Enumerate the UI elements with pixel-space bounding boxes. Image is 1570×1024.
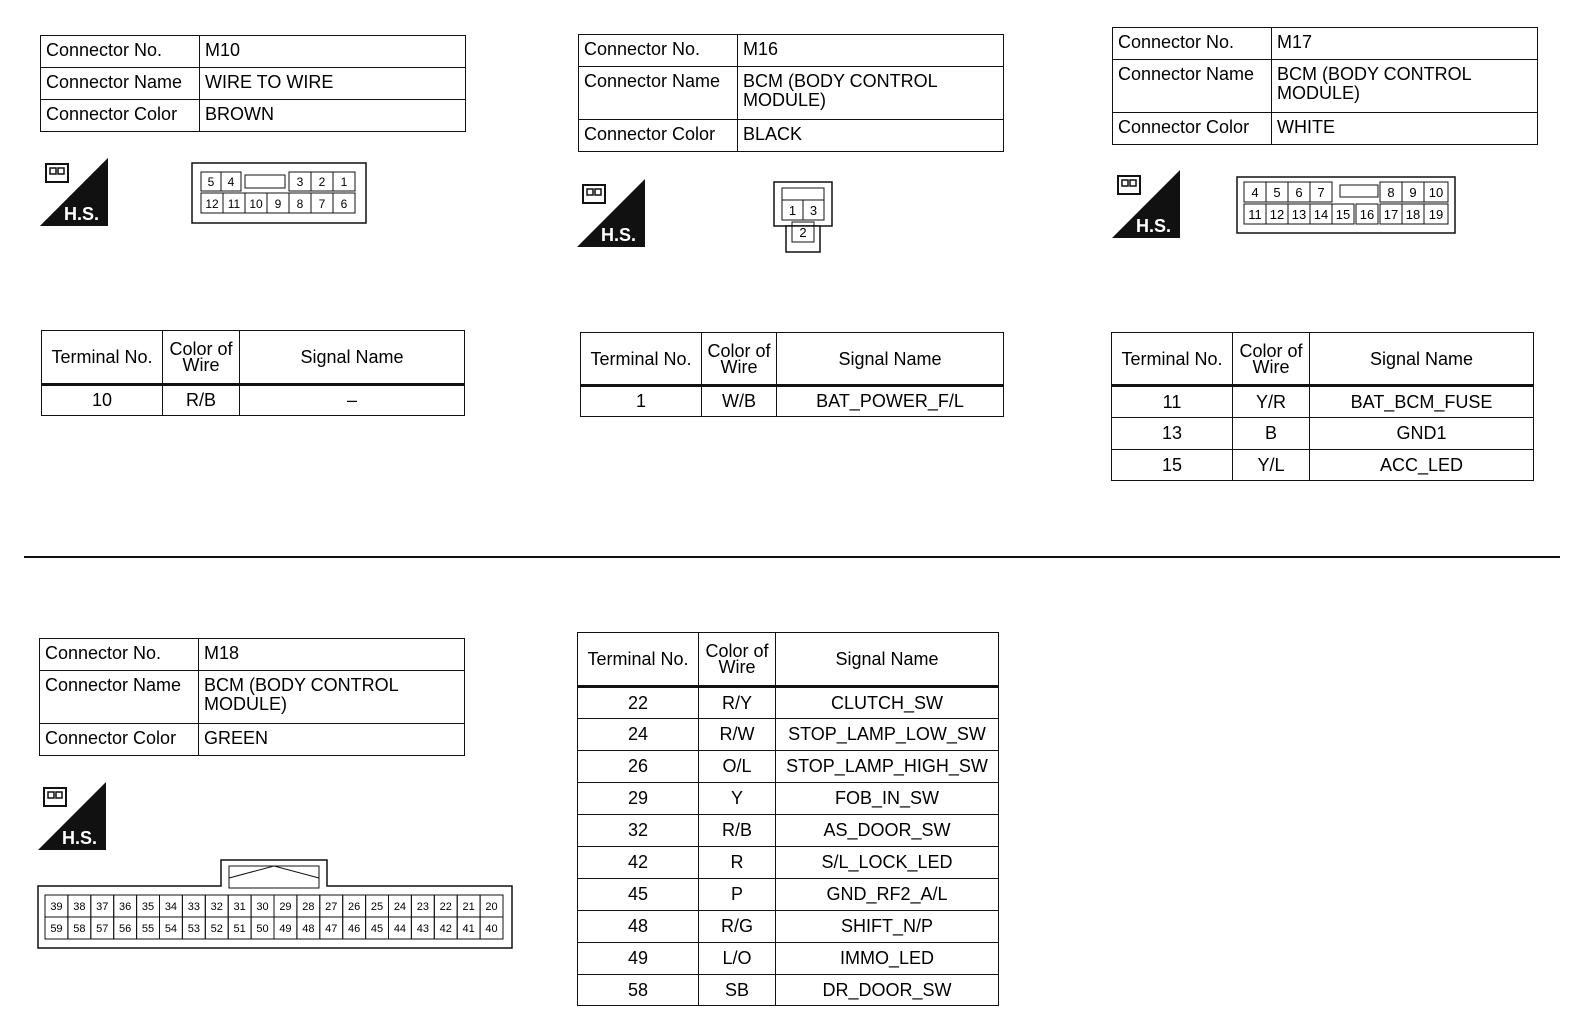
terminal-no-cell: 10 (42, 385, 163, 416)
pin: 22 (439, 901, 452, 913)
pin: 51 (233, 923, 246, 935)
pin: 57 (96, 923, 109, 935)
terminal-no-cell: 26 (578, 751, 699, 783)
signal-name-cell: IMMO_LED (776, 943, 999, 975)
pin: 35 (141, 901, 155, 913)
terminal-no-cell: 45 (578, 879, 699, 911)
pin: 16 (1359, 207, 1375, 222)
terminal-table-m10 (41, 330, 465, 416)
signal-name-cell: BAT_POWER_F/L (777, 386, 1004, 417)
signal-name-cell: ACC_LED (1310, 450, 1534, 481)
signal-name-cell: FOB_IN_SW (776, 783, 999, 815)
harness-side-icon (40, 158, 108, 226)
pin: 21 (462, 901, 475, 913)
signal-name-cell: SHIFT_N/P (776, 911, 999, 943)
pin: 29 (279, 901, 292, 913)
pin: 49 (279, 923, 292, 935)
hs-label: H.S. (62, 828, 98, 848)
header-color-of-wire: Color of Wire (699, 633, 776, 687)
signal-name-cell: STOP_LAMP_LOW_SW (776, 719, 999, 751)
header-color-of-wire: Color of Wire (702, 333, 777, 386)
harness-side-icon (38, 782, 106, 850)
terminal-no-cell: 48 (578, 911, 699, 943)
pin: 18 (1405, 207, 1421, 222)
pin: 13 (1291, 207, 1307, 222)
connector-face-m18 (37, 858, 513, 950)
pin: 8 (296, 197, 304, 211)
pin: 59 (50, 923, 63, 935)
pin: 26 (348, 901, 361, 913)
label-connector-color: Connector Color (40, 724, 199, 756)
terminal-no-cell: 22 (578, 687, 699, 719)
pin: 39 (50, 901, 63, 913)
pin: 31 (233, 901, 246, 913)
pin: 9 (274, 197, 282, 211)
hs-label: H.S. (64, 204, 100, 224)
pin: 10 (249, 197, 263, 211)
pin: 12 (205, 197, 219, 211)
terminal-no-cell: 15 (1112, 450, 1233, 481)
header-terminal-no: Terminal No. (1112, 333, 1233, 386)
terminal-no-cell: 42 (578, 847, 699, 879)
pin: 25 (370, 901, 384, 913)
terminal-no-cell: 58 (578, 975, 699, 1006)
pin: 37 (96, 901, 109, 913)
wire-color-cell: R/Y (699, 687, 776, 719)
wire-color-cell: Y/L (1233, 450, 1310, 481)
connector-face-m17 (1236, 176, 1456, 234)
pin: 32 (210, 901, 223, 913)
pin: 42 (439, 923, 452, 935)
header-signal-name: Signal Name (776, 633, 999, 687)
terminal-no-cell: 1 (581, 386, 702, 417)
wire-color-cell: R/B (163, 385, 240, 416)
pin: 7 (1317, 185, 1325, 200)
pin: 30 (256, 901, 269, 913)
pin: 38 (73, 901, 86, 913)
pin: 52 (210, 923, 223, 935)
wire-color-cell: R/W (699, 719, 776, 751)
label-connector-name: Connector Name (41, 68, 200, 100)
label-connector-no: Connector No. (1113, 28, 1272, 60)
label-connector-no: Connector No. (40, 639, 199, 671)
header-terminal-no: Terminal No. (42, 331, 163, 385)
terminal-no-cell: 13 (1112, 418, 1233, 450)
label-connector-name: Connector Name (579, 67, 738, 120)
header-signal-name: Signal Name (777, 333, 1004, 386)
pin: 47 (325, 923, 338, 935)
pin: 11 (1248, 207, 1262, 222)
pin: 2 (799, 225, 807, 240)
signal-name-cell: STOP_LAMP_HIGH_SW (776, 751, 999, 783)
pin: 14 (1313, 207, 1329, 222)
label-connector-color: Connector Color (1113, 113, 1272, 145)
pin: 7 (318, 197, 326, 211)
pin: 5 (207, 175, 215, 189)
pin: 12 (1269, 207, 1285, 222)
pin: 34 (164, 901, 178, 913)
pin: 53 (187, 923, 200, 935)
connector-color-value: WHITE (1272, 113, 1538, 145)
pin: 15 (1335, 207, 1351, 222)
terminal-table-m18 (577, 632, 999, 1006)
pin: 43 (416, 923, 429, 935)
pin: 54 (164, 923, 178, 935)
pin: 41 (462, 923, 475, 935)
pin: 20 (485, 901, 498, 913)
signal-name-cell: CLUTCH_SW (776, 687, 999, 719)
header-terminal-no: Terminal No. (578, 633, 699, 687)
label-connector-name: Connector Name (40, 671, 199, 724)
connector-face-m16 (772, 180, 834, 254)
pin: 55 (141, 923, 155, 935)
header-color-of-wire: Color of Wire (1233, 333, 1310, 386)
pin: 1 (340, 175, 348, 189)
pin: 2 (318, 175, 326, 189)
terminal-no-cell: 11 (1112, 386, 1233, 418)
hs-label: H.S. (1136, 216, 1172, 236)
connector-name-value: WIRE TO WIRE (200, 68, 466, 100)
pin: 48 (302, 923, 315, 935)
terminal-table-m16 (580, 332, 1004, 417)
pin: 36 (119, 901, 132, 913)
connector-info-table-m18 (39, 638, 465, 756)
header-color-of-wire: Color of Wire (163, 331, 240, 385)
pin: 56 (119, 923, 132, 935)
connector-name-value: BCM (BODY CONTROL MODULE) (199, 671, 465, 724)
connector-no-value: M17 (1272, 28, 1538, 60)
pin: 10 (1428, 185, 1444, 200)
pin: 40 (485, 923, 498, 935)
pin: 4 (227, 175, 235, 189)
pin: 11 (227, 197, 241, 211)
wire-color-cell: W/B (702, 386, 777, 417)
label-connector-no: Connector No. (579, 35, 738, 67)
pin: 19 (1428, 207, 1444, 222)
wire-color-cell: P (699, 879, 776, 911)
signal-name-cell: DR_DOOR_SW (776, 975, 999, 1006)
signal-name-cell: GND1 (1310, 418, 1534, 450)
terminal-no-cell: 24 (578, 719, 699, 751)
connector-color-value: BLACK (738, 120, 1004, 152)
signal-name-cell: S/L_LOCK_LED (776, 847, 999, 879)
pin: 50 (256, 923, 269, 935)
pin: 5 (1273, 185, 1281, 200)
pin: 46 (348, 923, 361, 935)
connector-no-value: M18 (199, 639, 465, 671)
pin: 27 (325, 901, 338, 913)
pin: 17 (1383, 207, 1399, 222)
wire-color-cell: SB (699, 975, 776, 1006)
pin: 3 (296, 175, 304, 189)
pin: 9 (1409, 185, 1417, 200)
terminal-table-m17 (1111, 332, 1534, 481)
label-connector-name: Connector Name (1113, 60, 1272, 113)
wire-color-cell: O/L (699, 751, 776, 783)
connector-no-value: M16 (738, 35, 1004, 67)
pin: 1 (788, 203, 797, 218)
section-divider (24, 556, 1560, 558)
harness-side-icon (577, 179, 645, 247)
hs-label: H.S. (601, 225, 637, 245)
pin: 45 (370, 923, 384, 935)
signal-name-cell: AS_DOOR_SW (776, 815, 999, 847)
pin: 33 (187, 901, 200, 913)
connector-info-table-m16 (578, 34, 1004, 152)
signal-name-cell: – (240, 385, 465, 416)
wire-color-cell: Y/R (1233, 386, 1310, 418)
wire-color-cell: Y (699, 783, 776, 815)
wire-color-cell: R (699, 847, 776, 879)
wire-color-cell: R/B (699, 815, 776, 847)
connector-name-value: BCM (BODY CONTROL MODULE) (1272, 60, 1538, 113)
wire-color-cell: B (1233, 418, 1310, 450)
header-terminal-no: Terminal No. (581, 333, 702, 386)
signal-name-cell: GND_RF2_A/L (776, 879, 999, 911)
wire-color-cell: R/G (699, 911, 776, 943)
label-connector-color: Connector Color (41, 100, 200, 132)
terminal-no-cell: 32 (578, 815, 699, 847)
connector-info-table-m10 (40, 35, 466, 132)
pin: 3 (809, 203, 818, 218)
header-signal-name: Signal Name (1310, 333, 1534, 386)
connector-name-value: BCM (BODY CONTROL MODULE) (738, 67, 1004, 120)
wire-color-cell: L/O (699, 943, 776, 975)
connector-color-value: GREEN (199, 724, 465, 756)
pin: 4 (1251, 185, 1259, 200)
terminal-no-cell: 29 (578, 783, 699, 815)
pin: 58 (73, 923, 86, 935)
label-connector-color: Connector Color (579, 120, 738, 152)
signal-name-cell: BAT_BCM_FUSE (1310, 386, 1534, 418)
pin: 28 (302, 901, 315, 913)
connector-color-value: BROWN (200, 100, 466, 132)
harness-side-icon (1112, 170, 1180, 238)
connector-info-table-m17 (1112, 27, 1538, 145)
terminal-no-cell: 49 (578, 943, 699, 975)
label-connector-no: Connector No. (41, 36, 200, 68)
connector-no-value: M10 (200, 36, 466, 68)
header-signal-name: Signal Name (240, 331, 465, 385)
pin: 6 (1295, 185, 1303, 200)
pin: 8 (1387, 185, 1395, 200)
connector-face-m10 (191, 162, 367, 224)
pin: 23 (416, 901, 429, 913)
pin: 6 (340, 197, 348, 211)
pin: 24 (393, 901, 407, 913)
pin: 44 (393, 923, 407, 935)
